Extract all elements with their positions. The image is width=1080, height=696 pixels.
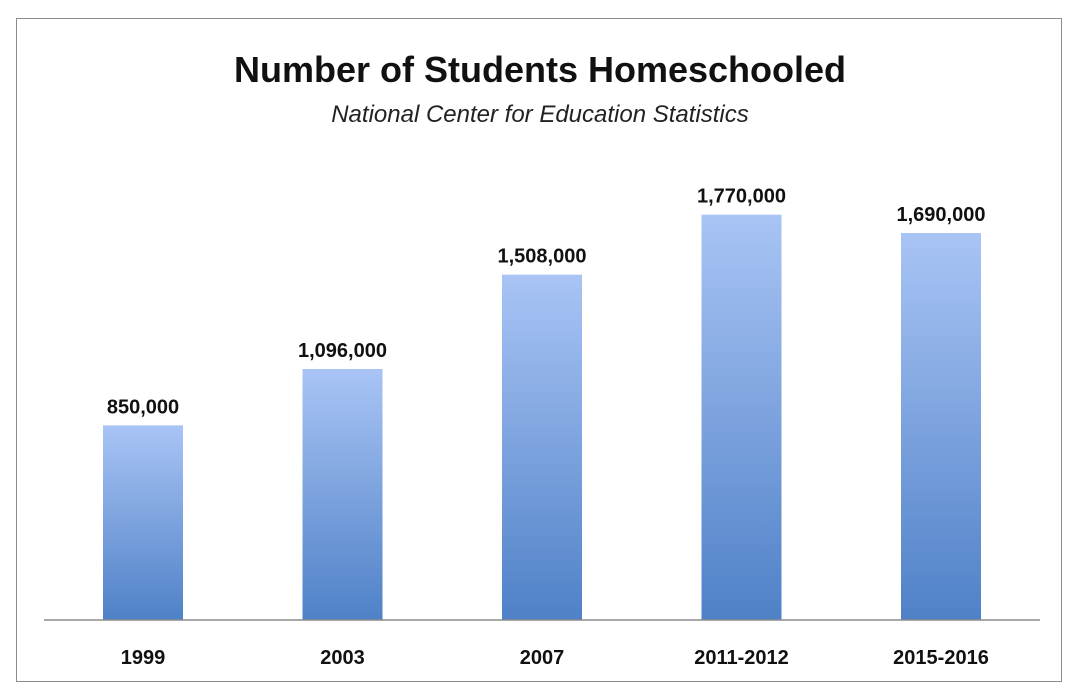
x-tick-label-2015-2016: 2015-2016 xyxy=(893,647,989,669)
chart-subtitle: National Center for Education Statistics xyxy=(331,101,749,128)
x-tick-label-2007: 2007 xyxy=(519,647,565,669)
x-tick-label-2011-2012: 2011-2012 xyxy=(694,647,789,669)
bar-2011-2012 xyxy=(702,215,782,620)
bars-layer xyxy=(103,215,981,620)
data-label-1999: 850,000 xyxy=(106,396,180,419)
bar-2003 xyxy=(303,369,383,620)
chart-title: Number of Students Homeschooled xyxy=(233,49,847,90)
data-label-2011-2012: 1,770,000 xyxy=(697,185,786,208)
data-label-2003: 1,096,000 xyxy=(298,340,387,363)
bar-2015-2016 xyxy=(901,233,981,620)
x-tick-label-2003: 2003 xyxy=(320,647,365,669)
x-tick-label-1999: 1999 xyxy=(120,647,166,669)
data-label-2007: 1,508,000 xyxy=(497,245,587,268)
data-label-2015-2016: 1,690,000 xyxy=(896,203,986,226)
bar-1999 xyxy=(103,425,183,620)
bar-2007 xyxy=(502,275,582,620)
